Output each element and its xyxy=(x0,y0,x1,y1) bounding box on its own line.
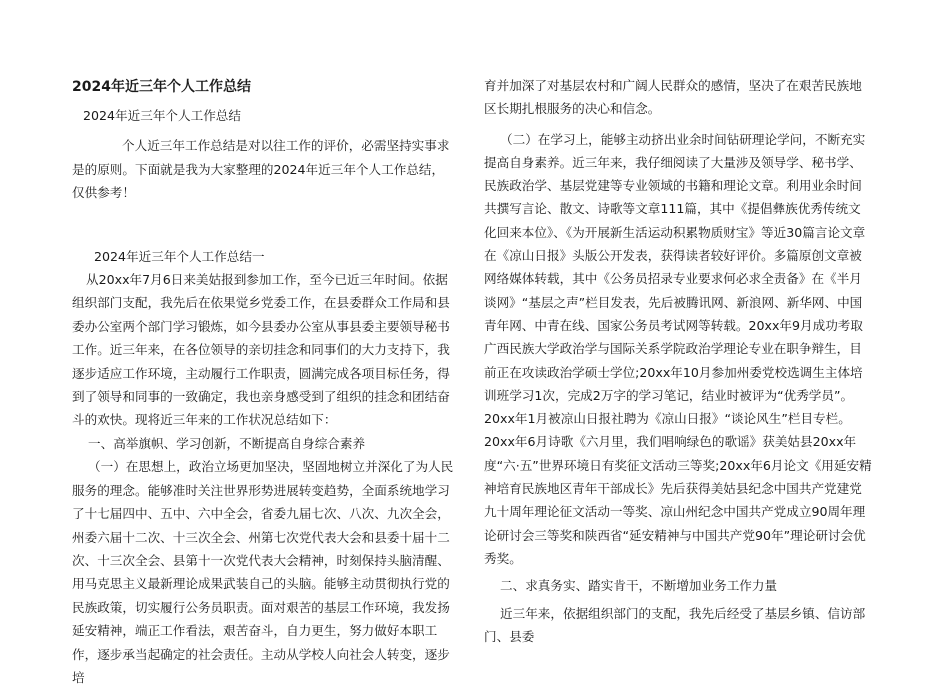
right-column xyxy=(484,74,872,648)
heading-two: 二、求真务实、踏实肯干，不断增加业务工作力量 xyxy=(500,578,778,594)
body-paragraph: 从20xx年7月6日来美姑报到参加工作，至今已近三年时间。依据组织部门支配，我先后在依果觉乡党委工作，在县委群众工作局和县委办公室两个部门学习锻炼，如今县委办公室从事县委主要领导秘书工作。近三年来，在各位领导的亲切挂念和同事们的大力支持下，我逐步适应工作环境，主动履行工作职责，圆满完成各项目标任务，得到了领导和同事的一致确定，我也亲身感受到了组织的挂念和团结奋斗的欢快。现将近三年来的工作状况总结如下： xyxy=(72,272,450,428)
left-column xyxy=(72,70,454,689)
body-paragraph: （二）在学习上，能够主动挤出业余时间钻研理论学问，不断充实提高自身素养。近三年来，我仔细阅读了大量涉及领导学、秘书学、民族政治学、基层党建等专业领域的书籍和理论文章。利用业余时间共撰写言论、散文、诗歌等文章111篇，其中《提倡彝族优秀传统文化回来本位》、《为开展新生活运动积累物质财宝》等近30篇言论文章在《凉山日报》头版公开发表，获得读者较好评价。多篇原创文章被网络媒体转载，其中《公务员招录专业要求何必求全责备》在《半月谈网》“基层之声”栏目发表，先后被腾讯网、新浪网、新华网、中国青年网、中青在线、国家公务员考试网等转载。20xx年9月成功考取广西民族大学政治学与国际关系学院政治学理论专业在职争辩生，目前正在攻读政治学硕士学位;20xx年10月参加州委党校选调生主体培训班学习1次，完成2万字的学习笔记，结业时被评为“优秀学员”。20xx年1月被凉山日报社聘为《凉山日报》“谈论风生”栏目专栏。20xx年6月诗歌《六月里，我们唱响绿色的歌谣》获美姑县20xx年度“六·五”世界环境日有奖征文活动三等奖;20xx年6月论文《用延安精神培育民族地区青年干部成长》先后获得美姑县纪念中国共产党建党九十周年理论征文活动一等奖、凉山州纪念中国共产党成立90周年理论研讨会三等奖和陕西省“延安精神与中国共产党90年”理论研讨会优秀奖。 xyxy=(484,131,872,566)
blank-space xyxy=(72,205,454,245)
intro-paragraph: 个人近三年工作总结是对以往工作的评价，必需坚持实事求是的原则。下面就是我为大家整理的2024年近三年个人工作总结，仅供参考！ xyxy=(72,138,450,201)
section-title: 2024年近三年个人工作总结一 xyxy=(94,248,265,264)
body-paragraph: 近三年来，依据组织部门的支配，我先后经受了基层乡镇、信访部门、县委 xyxy=(484,605,866,644)
body-paragraph: 育并加深了对基层农村和广阔人民群众的感情，坚决了在艰苦民族地区长期扎根服务的决心和信念。 xyxy=(484,78,862,117)
heading-one: 一、高举旗帜、学习创新，不断提高自身综合素养 xyxy=(88,435,366,451)
document-title: 2024年近三年个人工作总结 xyxy=(72,79,251,95)
body-paragraph: （一）在思想上，政治立场更加坚决，坚固地树立并深化了为人民服务的理念。能够准时关注世界形势进展转变趋势，全面系统地学习了十七届四中、五中、六中全会，省委九届七次、八次、九次全会，州委六届十二次、十三次全会、州第七次党代表大会和县委十届十二次、十三次全会、县第十一次党代表大会精神，时刻保持头脑清醒、用马克思主义最新理论成果武装自己的头脑。能够主动贯彻执行党的民族政策，切实履行公务员职责。面对艰苦的基层工作环境，我发扬延安精神，端正工作看法，艰苦奋斗，自力更生，努力做好本职工作，逐步承当起确定的社会责任。主动从学校人向社会人转变，逐步培 xyxy=(72,459,454,685)
document-subtitle: 2024年近三年个人工作总结 xyxy=(83,108,241,123)
